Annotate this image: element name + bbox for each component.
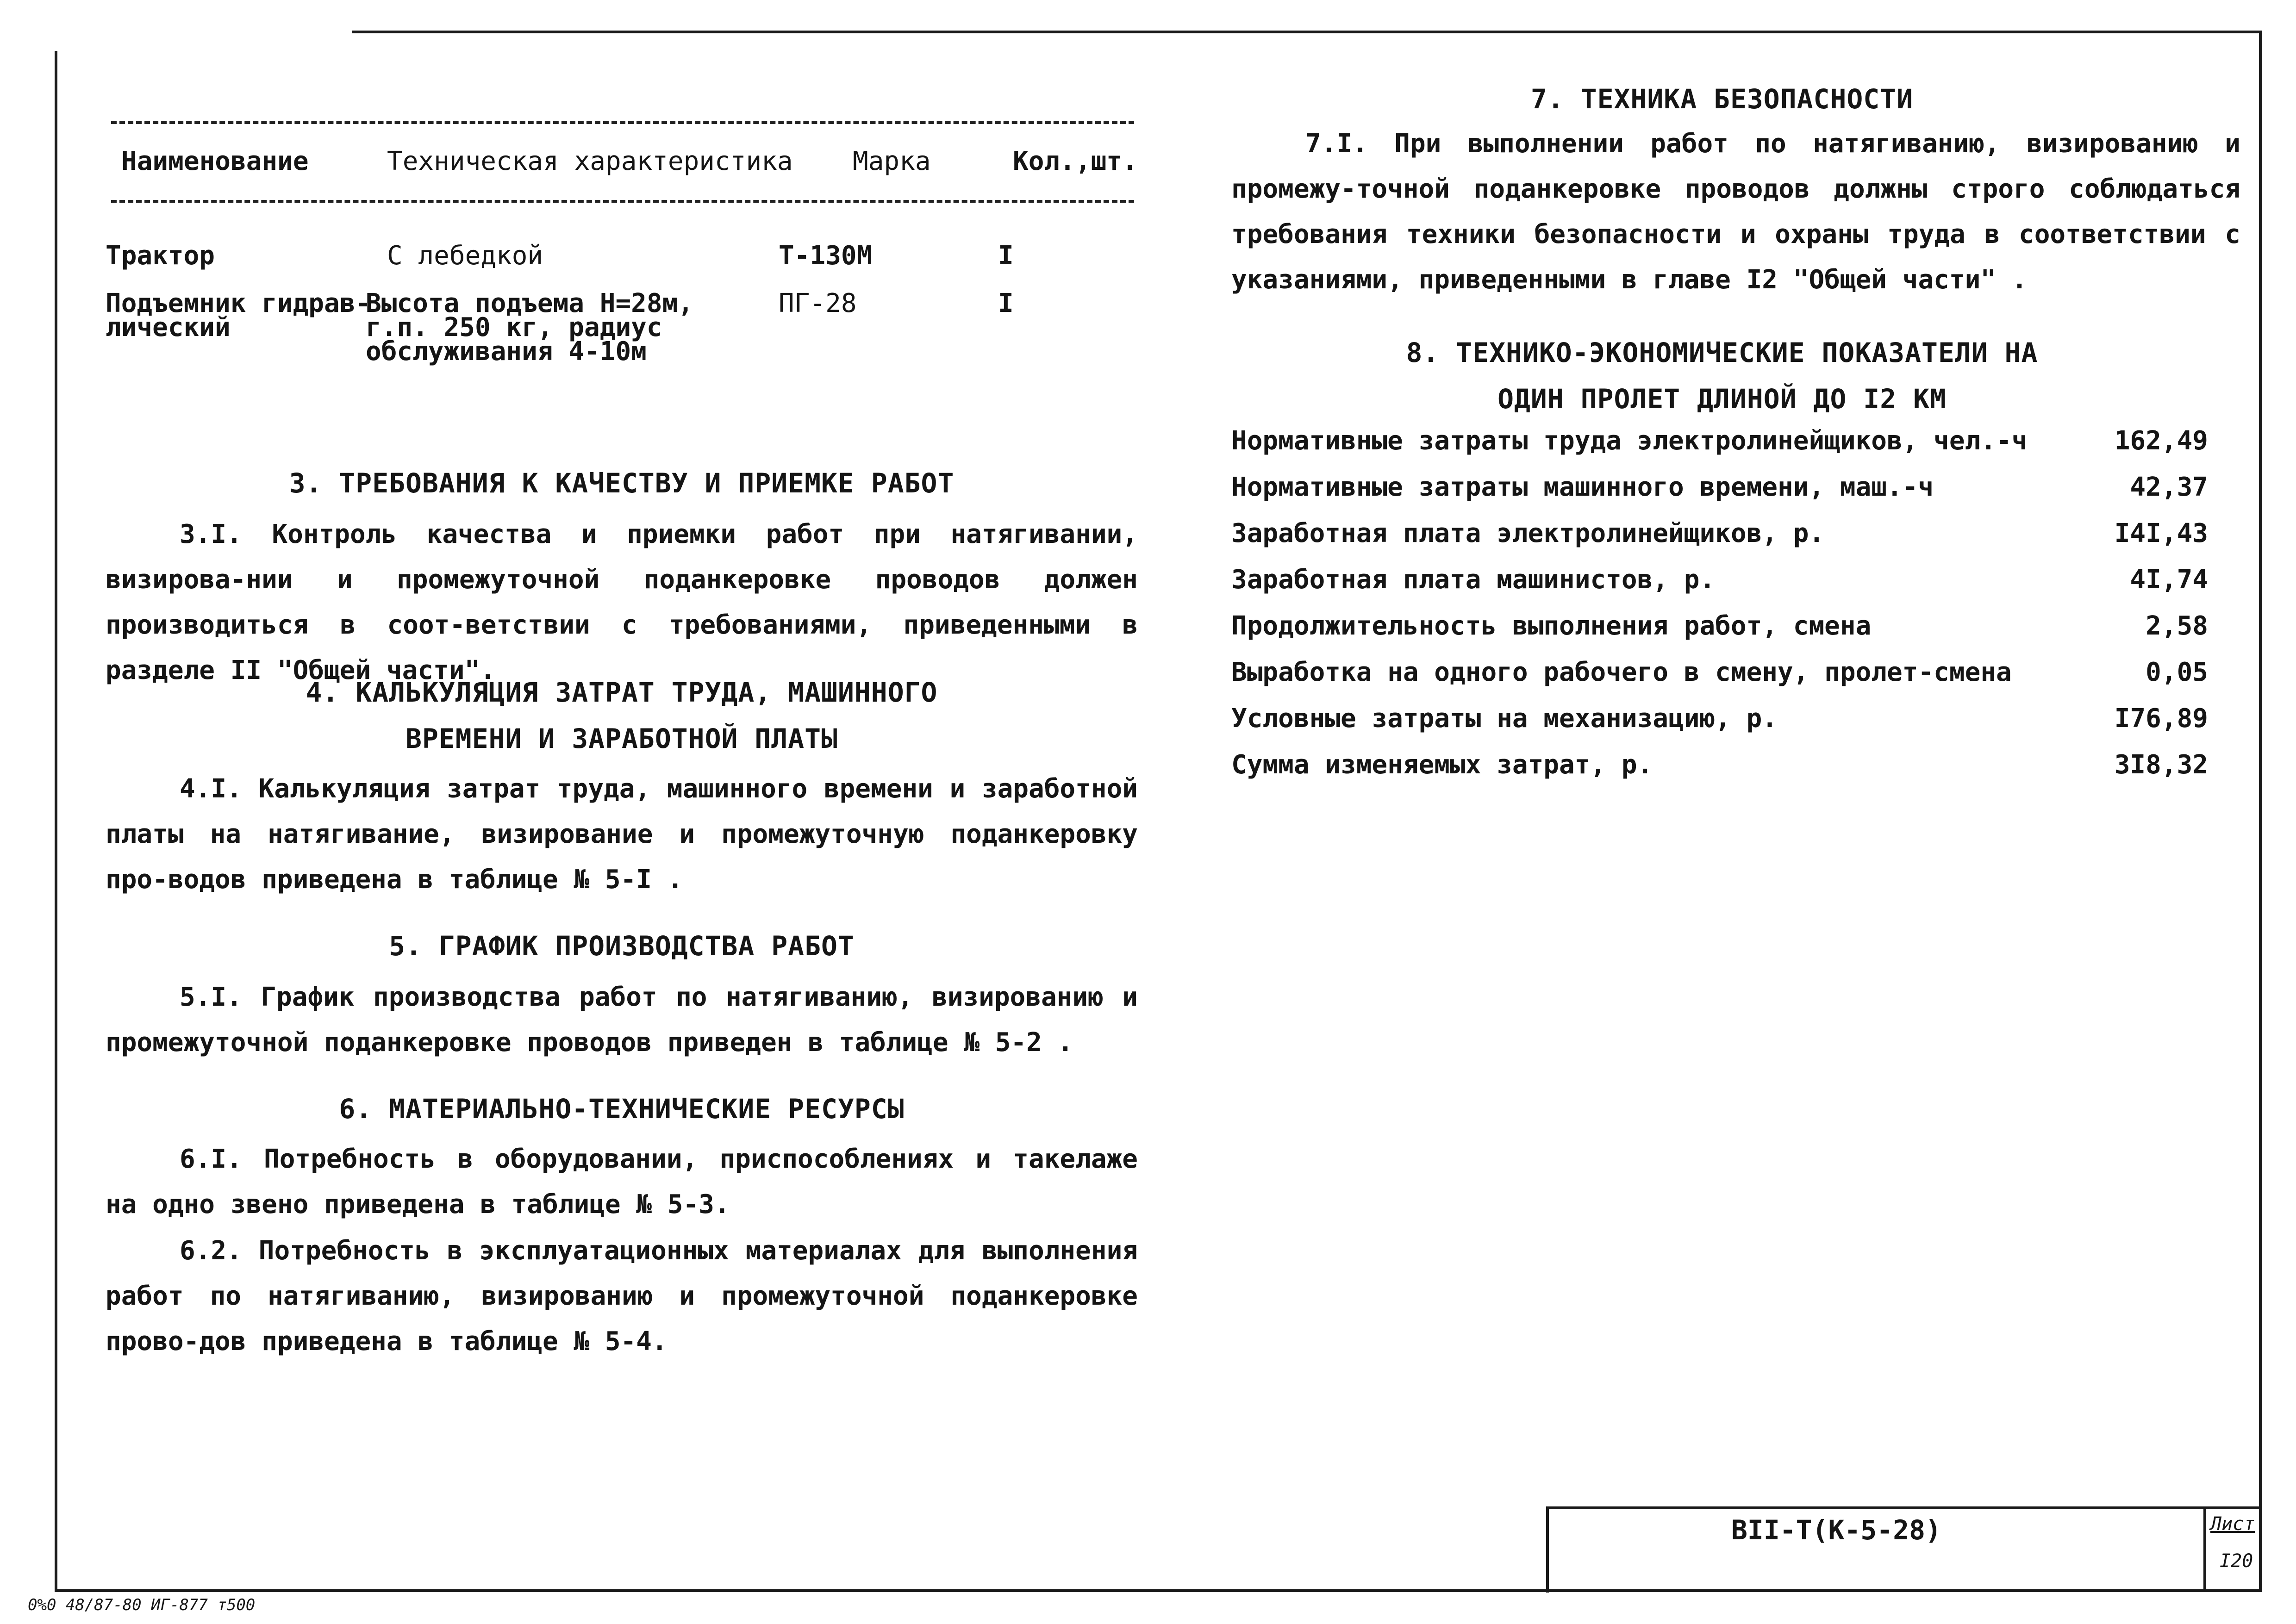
indicator-row [1231,657,2208,694]
section-8-title-line-2: ОДИН ПРОЛЕТ ДЛИНОЙ ДО I2 КМ [1497,383,1947,415]
sheet-number: I20 [2220,1550,2253,1572]
table-cell-brand: ПГ-28 [779,288,857,318]
title-block-divider [2203,1506,2206,1590]
indicator-value: 162,49 [2114,426,2208,456]
section-5-title: 5. ГРАФИК ПРОИЗВОДСТВА РАБОТ [389,930,855,962]
frame-left-line [55,51,57,1592]
section-8-title: 8. ТЕХНИКО-ЭКОНОМИЧЕСКИЕ ПОКАЗАТЕЛИ НА [1406,337,2038,368]
indicator-row [1231,703,2208,740]
table-header-name: Наименование [121,146,309,176]
section-4-title: 4. КАЛЬКУЛЯЦИЯ ЗАТРАТ ТРУДА, МАШИННОГО [306,677,938,708]
indicator-row [1231,518,2208,555]
table-cell-spec: С лебедкой [387,241,543,271]
indicator-label: Нормативные затраты машинного времени, маш.-ч [1231,472,1934,502]
indicator-label: Выработка на одного рабочего в смену, пролет-смена [1231,657,2012,687]
indicator-label: Нормативные затраты труда электролинейщиков, чел.-ч [1231,426,2028,456]
table-cell-name: Трактор [106,241,215,271]
table-header-brand: Марка [853,146,931,176]
indicator-row [1231,750,2208,787]
indicator-row [1231,611,2208,648]
table-header-spec: Техническая характеристика [387,146,793,176]
indicator-row [1231,472,2208,509]
table-cell-qty: I [998,288,1014,318]
table-cell-spec: Высота подъема Н=28м, [366,288,694,318]
indicator-row [1231,426,2208,463]
section-4-paragraph: 4.I. Калькуляция затрат труда, машинного времени и заработной платы на натягивание, визирование и промежуточную поданкеровку про-водов приведена в таблице № 5-I . [106,774,1138,895]
section-7-paragraph: 7.I. При выполнении работ по натягиванию, визированию и промежу-точной поданкеровке проводов должны строго соблюдаться требования техники безопасности и охраны труда в соответствии с указаниями, приведенными в главе I2 "Общей части" . [1231,129,2240,295]
indicator-value: 42,37 [2130,472,2208,502]
sheet-label: Лист [2210,1513,2255,1535]
table-cell-spec: г.п. 250 кг, радиус [366,312,662,342]
table-cell-name: Подъемник гидрав- [106,288,371,318]
section-6-paragraph-2: 6.2. Потребность в эксплуатационных материалах для выполнения работ по натягиванию, визированию и промежуточной поданкеровке прово-дов приведена в таблице № 5-4. [106,1236,1138,1356]
section-3-paragraph: 3.I. Контроль качества и приемки работ при натягивании, визирова-нии и промежуточной поданкеровке проводов должен производиться в соот-ветствии с требованиями, приведенными в разделе II "Общей части". [106,519,1138,685]
indicator-label: Заработная плата электролинейщиков, р. [1231,518,1825,548]
indicator-label: Заработная плата машинистов, р. [1231,565,1716,595]
indicator-row [1231,565,2208,602]
table-cell-spec: обслуживания 4-10м [366,336,647,367]
indicator-label: Сумма изменяемых затрат, р. [1231,750,1653,780]
table-cell-qty: I [998,241,1014,271]
section-5-paragraph: 5.I. График производства работ по натягиванию, визированию и промежуточной поданкеровке проводов приведен в таблице № 5-2 . [106,982,1138,1058]
table-header-qty: Кол.,шт. [1013,146,1138,176]
section-7-title: 7. ТЕХНИКА БЕЗОПАСНОСТИ [1530,83,1914,115]
indicator-value: 0,05 [2146,657,2208,687]
section-6-title: 6. МАТЕРИАЛЬНО-ТЕХНИЧЕСКИЕ РЕСУРСЫ [339,1093,905,1125]
document-code: ВII-Т(К-5-28) [1731,1514,1941,1546]
section-3-title: 3. ТРЕБОВАНИЯ К КАЧЕСТВУ И ПРИЕМКЕ РАБОТ [289,467,955,499]
indicator-label: Условные затраты на механизацию, р. [1231,703,1778,734]
frame-top-line [352,31,2259,33]
section-6-paragraph-1: 6.I. Потребность в оборудовании, приспособлениях и такелаже на одно звено приведена в таблице № 5-3. [106,1144,1138,1220]
indicator-value: 2,58 [2146,611,2208,641]
indicator-value: I4I,43 [2114,518,2208,548]
table-cell-brand: Т-130М [779,241,873,271]
indicator-value: 4I,74 [2130,565,2208,595]
frame-right-line [2259,31,2262,1590]
table-top-rule [111,121,1134,124]
section-4-title-line-2: ВРЕМЕНИ И ЗАРАБОТНОЙ ПЛАТЫ [406,723,838,754]
indicator-value: 3I8,32 [2114,750,2208,780]
table-cell-name: лический [106,312,231,342]
indicator-value: I76,89 [2114,703,2208,734]
table-header-rule [111,200,1134,203]
indicator-label: Продолжительность выполнения работ, смена [1231,611,1872,641]
archive-stamp: 0%0 48/87-80 ИГ-877 т500 [28,1596,256,1614]
